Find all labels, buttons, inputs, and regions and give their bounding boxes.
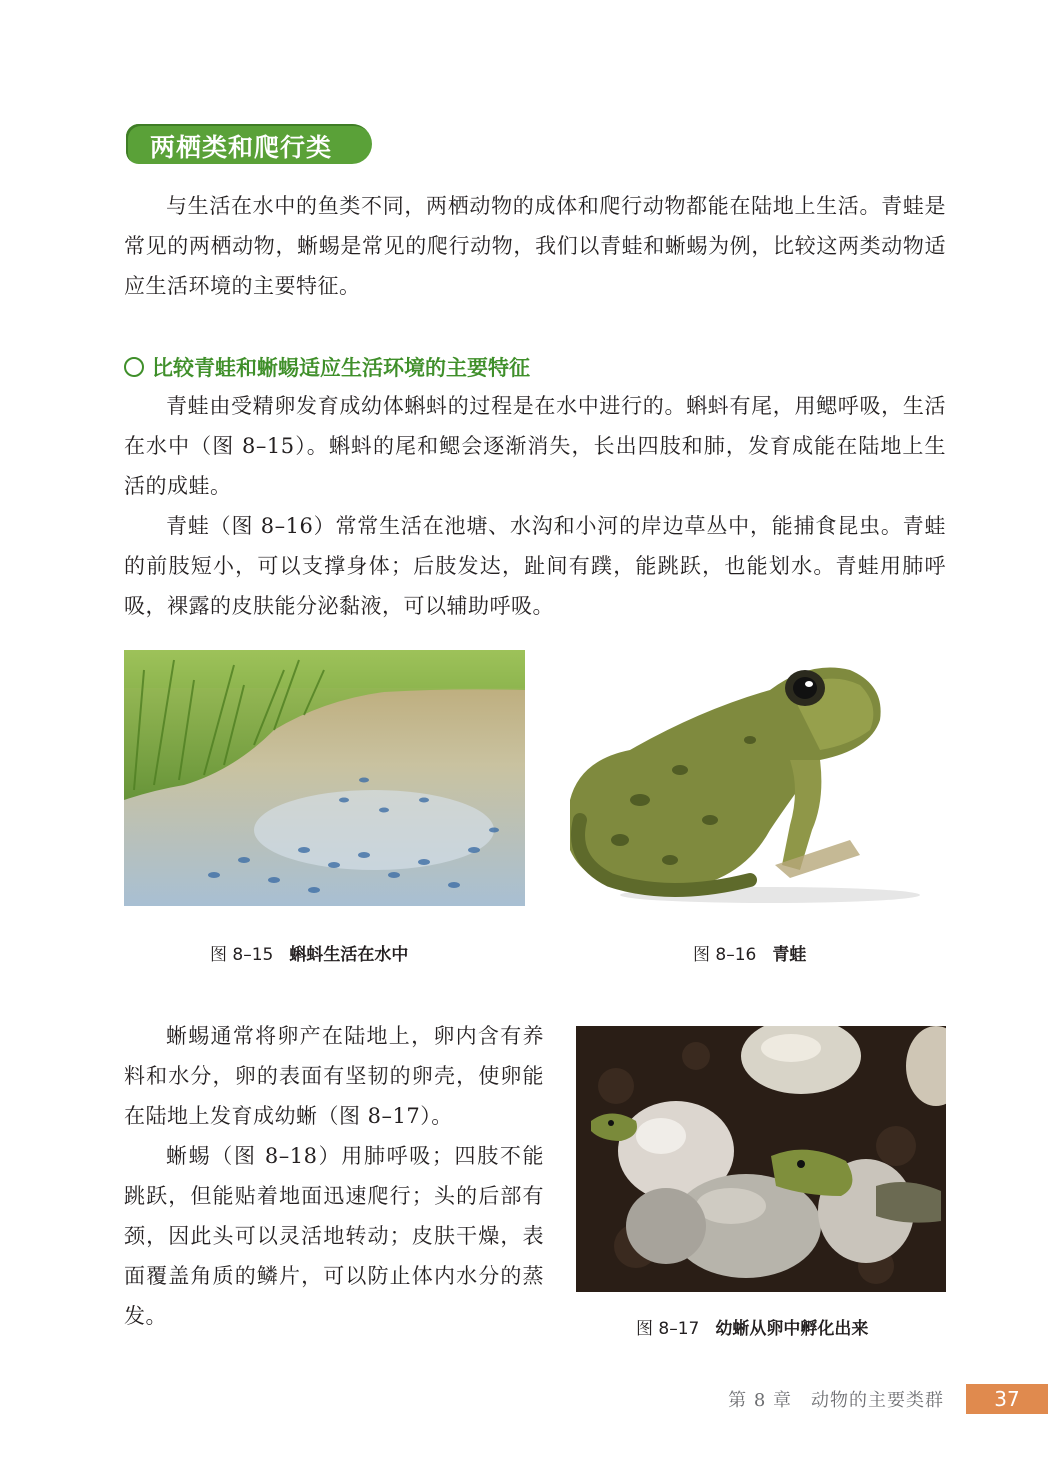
figure-caption-8-16: 图 8–16 青蛙 [693,945,807,965]
figure-caption-8-17: 图 8–17 幼蜥从卵中孵化出来 [636,1319,869,1339]
paragraph-lizard-eggs: 蜥蜴通常将卵产在陆地上，卵内含有养料和水分，卵的表面有坚韧的卵壳，使卵能在陆地上发育成幼蜥（图 8–17）。 [124,1024,544,1128]
figure-caption-8-15: 图 8–15 蝌蚪生活在水中 [210,945,409,965]
frog-photo [550,650,946,906]
paragraph-tadpole: 青蛙由受精卵发育成幼体蝌蚪的过程是在水中进行的。蝌蚪有尾，用鳃呼吸，生活在水中（图 8–15）。蝌蚪的尾和鳃会逐渐消失，长出四肢和肺，发育成能在陆地上生活的成蛙。 [124,394,946,498]
circle-icon [124,357,144,377]
section-title: 两栖类和爬行类 [150,133,333,162]
page-number-box [966,1384,1048,1414]
intro-paragraph: 与生活在水中的鱼类不同，两栖动物的成体和爬行动物都能在陆地上生活。青蛙是常见的两栖动物，蜥蜴是常见的爬行动物，我们以青蛙和蜥蜴为例，比较这两类动物适应生活环境的主要特征。 [124,194,946,298]
lizard-hatching-photo [576,1026,946,1292]
chapter-footer: 第 8 章 动物的主要类群 [728,1390,944,1411]
subheading [124,352,530,382]
subheading-text: 比较青蛙和蜥蜴适应生活环境的主要特征 [152,356,530,380]
page-number: 37 [994,1387,1020,1411]
paragraph-lizard: 蜥蜴（图 8–18）用肺呼吸；四肢不能跳跃，但能贴着地面迅速爬行；头的后部有颈，因此头可以灵活地转动；皮肤干燥，表面覆盖角质的鳞片，可以防止体内水分的蒸发。 [124,1144,544,1328]
tadpole-photo [124,650,525,906]
section-title-badge [126,124,372,164]
paragraph-frog: 青蛙（图 8–16）常常生活在池塘、水沟和小河的岸边草丛中，能捕食昆虫。青蛙的前肢短小，可以支撑身体；后肢发达，趾间有蹼，能跳跃，也能划水。青蛙用肺呼吸，裸露的皮肤能分泌黏液，可以辅助呼吸。 [124,514,946,618]
